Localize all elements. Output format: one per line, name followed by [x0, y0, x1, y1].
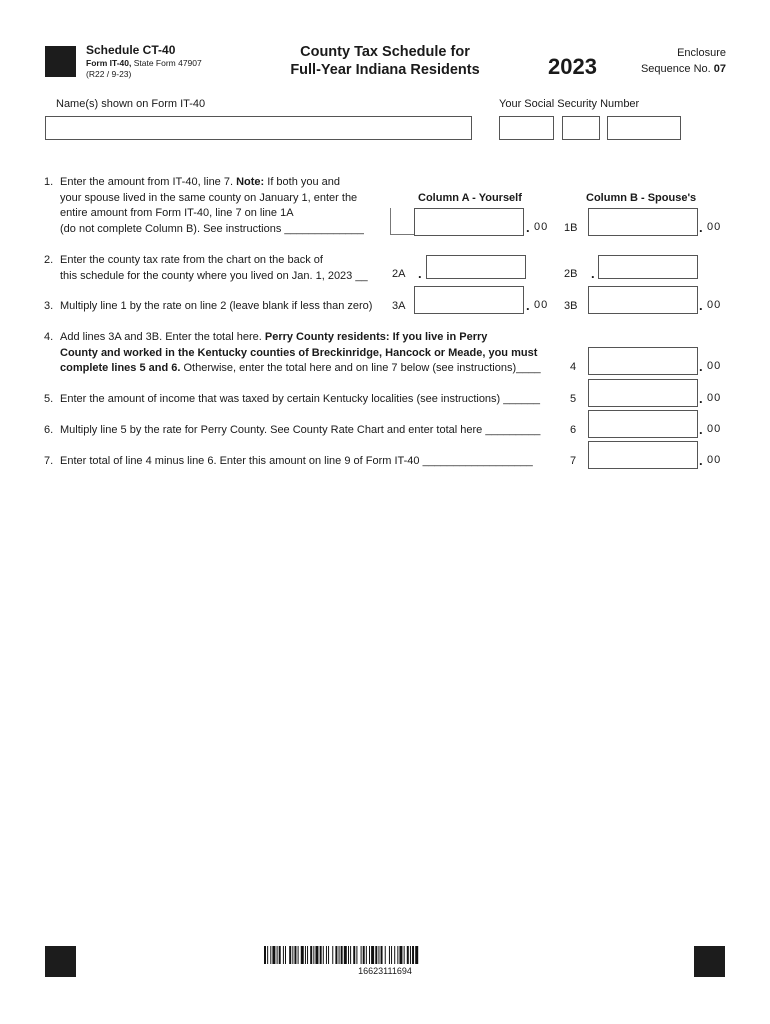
barcode-bar [277, 946, 278, 964]
box-2b-label: 2B [564, 268, 578, 280]
decimal-point: . [699, 220, 703, 235]
barcode-bar [353, 946, 355, 964]
line-2-text: 2. Enter the county tax rate from the chart on the back of this schedule for the county where you lived on Jan. 1, 2023 __ [44, 254, 368, 282]
barcode-bar [335, 946, 337, 964]
barcode-bar [320, 946, 322, 964]
box-7-label: 7 [570, 455, 577, 467]
barcode-bar [415, 946, 418, 964]
barcode-bar [289, 946, 291, 964]
barcode-bar [272, 946, 275, 964]
barcode-bar [381, 946, 383, 964]
names-label: Name(s) shown on Form IT-40 [56, 98, 206, 110]
line-4-input[interactable] [588, 347, 698, 375]
line-7-cents: 00 [707, 454, 722, 466]
barcode-bar [363, 946, 365, 964]
line-7-input[interactable] [588, 441, 698, 469]
barcode-bar [361, 946, 362, 964]
barcode-bar [328, 946, 329, 964]
barcode-number: 16623111694 [358, 966, 412, 976]
box-3b-label: 3B [564, 300, 578, 312]
barcode-bar [344, 946, 347, 964]
column-b-header: Column B - Spouse's [586, 192, 697, 204]
barcode-bar [375, 946, 377, 964]
barcode-bar [350, 946, 351, 964]
barcode-bar [389, 946, 390, 964]
barcode-bar [285, 946, 286, 964]
barcode-bar [348, 946, 349, 964]
ssn-input-part3[interactable] [607, 116, 681, 140]
barcode [264, 946, 506, 964]
barcode-bar [294, 946, 296, 964]
decimal-point: . [699, 391, 703, 406]
tax-year: 2023 [548, 54, 597, 79]
decimal-point: . [699, 422, 703, 437]
box-1a-left [390, 208, 415, 235]
barcode-bar [310, 946, 312, 964]
barcode-bar [407, 946, 409, 964]
line-1a-input[interactable] [414, 208, 524, 236]
box-3a-label: 3A [392, 300, 406, 312]
decimal-point: . [699, 453, 703, 468]
barcode-bar [399, 946, 402, 964]
barcode-bar [356, 946, 357, 964]
decimal-point: . [526, 298, 530, 313]
line-7-text: 7. Enter total of line 4 minus line 6. Enter this amount on line 9 of Form IT-40 __________________ [44, 455, 533, 467]
barcode-bar [332, 946, 333, 964]
revision-date: (R22 / 9-23) [86, 69, 132, 79]
line-1-text: 1. Enter the amount from IT-40, line 7. Note: If both you and your spouse lived in the same county on January 1, enter the entire amount from Form IT-40, line 7 on line 1A (do not complete Column B). See instructions _____________ [44, 176, 364, 235]
barcode-bar [394, 946, 395, 964]
form-number: Form IT-40, State Form 47907 [86, 58, 202, 68]
registration-mark-bottom-right [694, 946, 725, 977]
column-a-header: Column A - Yourself [418, 192, 522, 204]
line-5-text: 5. Enter the amount of income that was taxed by certain Kentucky localities (see instructions) ______ [44, 393, 540, 405]
decimal-point: . [526, 220, 530, 235]
barcode-bar [371, 946, 374, 964]
barcode-bar [323, 946, 324, 964]
barcode-bar [270, 946, 271, 964]
barcode-bar [378, 946, 379, 964]
barcode-bar [292, 946, 293, 964]
registration-mark-bottom-left [45, 946, 76, 977]
barcode-bar [339, 946, 340, 964]
line-6-text: 6. Multiply line 5 by the rate for Perry County. See County Rate Chart and enter total here _________ [44, 424, 541, 436]
line-3b-cents: 00 [707, 299, 722, 311]
box-5-label: 5 [570, 393, 577, 405]
line-1a-cents: 00 [534, 221, 549, 233]
line-1b-cents: 00 [707, 221, 722, 233]
line-4-cents: 00 [707, 360, 722, 372]
ssn-input-part2[interactable] [562, 116, 600, 140]
box-6-label: 6 [570, 424, 577, 436]
barcode-bar [369, 946, 370, 964]
line-3a-input[interactable] [414, 286, 524, 314]
barcode-bar [404, 946, 405, 964]
registration-mark-top-left [45, 46, 76, 77]
schedule-title: Schedule CT-40 [86, 43, 176, 57]
decimal-point: . [418, 266, 422, 281]
barcode-bar [264, 946, 266, 964]
box-4-label: 4 [570, 361, 577, 373]
line-6-cents: 00 [707, 423, 722, 435]
barcode-bar [410, 946, 411, 964]
line-3-text: 3. Multiply line 1 by the rate on line 2 (leave blank if less than zero) [44, 300, 373, 312]
line-3b-input[interactable] [588, 286, 698, 314]
ssn-label: Your Social Security Number [499, 98, 640, 110]
line-1b-input[interactable] [588, 208, 698, 236]
barcode-bar [283, 946, 284, 964]
barcode-bar [313, 946, 314, 964]
barcode-bar [341, 946, 343, 964]
decimal-point: . [699, 298, 703, 313]
barcode-bar [412, 946, 414, 964]
barcode-bar [315, 946, 318, 964]
barcode-bar [267, 946, 268, 964]
line-4-text: 4. Add lines 3A and 3B. Enter the total here. Perry County residents: If you live in Perry County and worked in the Kentucky counties of Breckinridge, Hancock or Meade, you must complete lines 5 and 6. Otherwise, enter the total here and on line 7 below (see instructions)____ [44, 331, 541, 374]
box-2a-label: 2A [392, 268, 406, 280]
ssn-input-part1[interactable] [499, 116, 554, 140]
barcode-bar [307, 946, 308, 964]
page-title: County Tax Schedule for Full-Year Indiana Residents [290, 44, 480, 78]
decimal-point: . [591, 266, 595, 281]
line-6-input[interactable] [588, 410, 698, 438]
decimal-point: . [699, 359, 703, 374]
barcode-bar [279, 946, 281, 964]
line-5-cents: 00 [707, 392, 722, 404]
line-2b-input[interactable] [598, 255, 698, 279]
enclosure-sequence: Enclosure Sequence No. 07 [640, 47, 726, 75]
barcode-bar [301, 946, 304, 964]
line-5-input[interactable] [588, 379, 698, 407]
barcode-bar [391, 946, 392, 964]
barcode-bar [385, 946, 386, 964]
names-input[interactable] [45, 116, 472, 140]
barcode-bar [397, 946, 398, 964]
line-2a-input[interactable] [426, 255, 526, 279]
barcode-bar [326, 946, 327, 964]
barcode-bar [298, 946, 299, 964]
box-1b-label: 1B [564, 222, 578, 234]
barcode-bar [366, 946, 367, 964]
line-3a-cents: 00 [534, 299, 549, 311]
barcode-bar [305, 946, 306, 964]
